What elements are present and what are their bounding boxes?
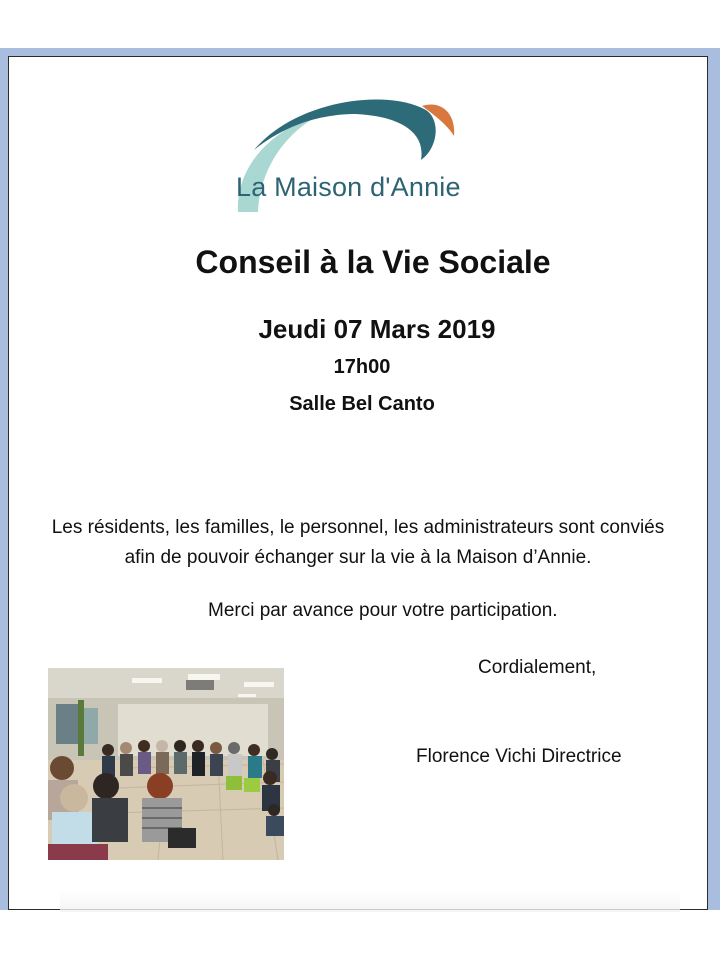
signature-line: Florence Vichi Directrice [416, 746, 622, 767]
photo-light [244, 682, 274, 687]
event-date: Jeudi 07 Mars 2019 [258, 314, 496, 344]
photo-light [188, 674, 220, 680]
photo-light [238, 694, 256, 697]
closing-line: Cordialement, [478, 657, 597, 678]
photo-chair [244, 778, 260, 792]
logo-dark-arc [254, 99, 436, 160]
page-shadow [60, 890, 680, 912]
photo-chair [226, 776, 242, 790]
event-room: Salle Bel Canto [289, 393, 435, 415]
photo-projector [186, 680, 214, 690]
event-title: Conseil à la Vie Sociale [195, 244, 551, 280]
logo-icon [226, 90, 490, 230]
photo-curtain [78, 700, 84, 756]
event-time: 17h00 [333, 356, 391, 378]
photo-window [56, 704, 78, 744]
thanks-line: Merci par avance pour votre participation. [208, 600, 558, 621]
meeting-photo [48, 668, 284, 860]
photo-light [132, 678, 162, 683]
photo-window [82, 708, 98, 744]
invitation-paragraph: Les résidents, les familles, le personnel, les administrateurs sont conviés afin de pouvoir échanger sur la vie à la Maison d’Annie. [51, 517, 665, 568]
logo-text: La Maison d'Annie [236, 172, 461, 202]
